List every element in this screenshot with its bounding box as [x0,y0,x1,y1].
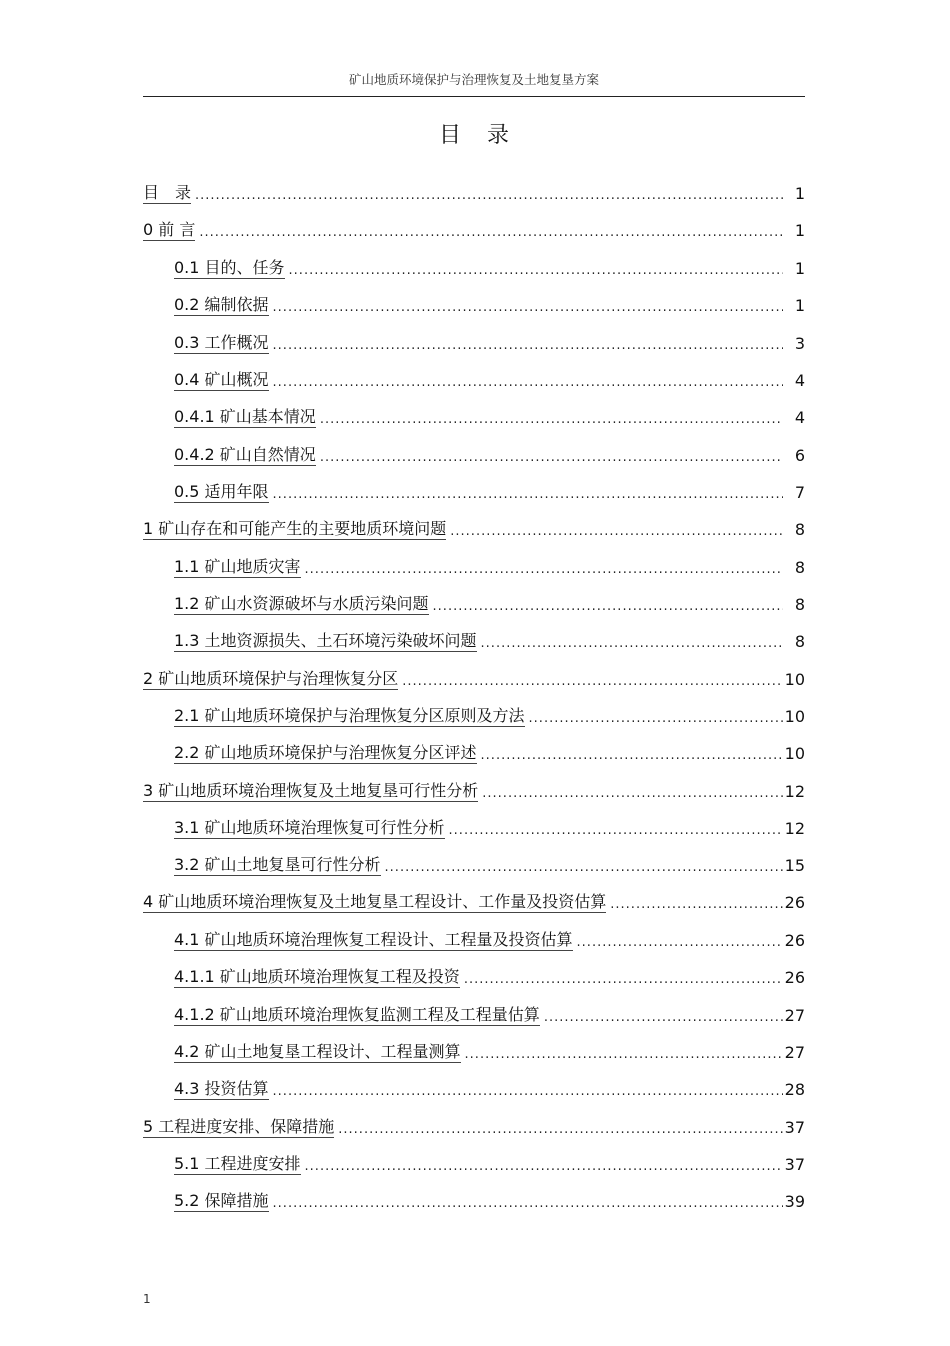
toc-page-number: 26 [784,931,805,950]
page-number: 1 [143,1292,151,1306]
toc-leader [577,935,783,951]
toc-entry-title[interactable]: 3.1 矿山地质环境治理恢复可行性分析 [174,818,445,837]
toc-entry[interactable] [174,406,805,428]
toc-entry-title[interactable]: 5 工程进度安排、保障措施 [143,1117,335,1136]
toc-leader [195,188,783,204]
toc-entry-title[interactable]: 1.2 矿山水资源破坏与水质污染问题 [174,594,429,613]
toc-entry[interactable] [143,182,805,204]
toc-entry-title[interactable]: 3.2 矿山土地复垦可行性分析 [174,855,381,874]
toc-entry-title[interactable]: 4 矿山地质环境治理恢复及土地复垦工程设计、工作量及投资估算 [143,892,607,911]
toc-leader [529,711,783,727]
toc-page-number: 3 [794,334,805,353]
toc-leader [273,1196,783,1212]
header-rule [143,96,805,97]
toc-page-number: 8 [794,520,805,539]
toc-leader [320,450,783,466]
toc-entry[interactable] [174,1153,805,1175]
toc-page-number: 1 [794,296,805,315]
toc-entry[interactable] [174,1004,805,1026]
toc-entry[interactable] [143,219,805,241]
toc-entry-title[interactable]: 4.1.1 矿山地质环境治理恢复工程及投资 [174,967,460,986]
toc-entry[interactable] [174,257,805,279]
toc-page-number: 26 [784,893,805,912]
toc-leader [610,897,782,913]
toc-entry-title[interactable]: 0.4.2 矿山自然情况 [174,445,316,464]
toc-entry-title[interactable]: 4.1.2 矿山地质环境治理恢复监测工程及工程量估算 [174,1005,540,1024]
toc-page-number: 1 [794,221,805,240]
toc-page-number: 12 [784,782,805,801]
toc-page-number: 37 [784,1155,805,1174]
toc-leader [482,786,782,802]
toc-entry-title[interactable]: 3 矿山地质环境治理恢复及土地复垦可行性分析 [143,781,479,800]
toc-entry-title[interactable]: 0.2 编制依据 [174,295,269,314]
page-title: 目 录 [438,123,511,148]
toc-entry-title[interactable]: 0 前 言 [143,220,196,239]
toc-entry-title[interactable]: 0.4.1 矿山基本情况 [174,407,316,426]
toc-leader [273,1084,783,1100]
running-header: 矿山地质环境保护与治理恢复及土地复垦方案 [348,72,599,87]
toc-entry[interactable] [174,705,805,727]
toc-entry-title[interactable]: 0.5 适用年限 [174,482,269,501]
toc-entry-title[interactable]: 2.2 矿山地质环境保护与治理恢复分区评述 [174,743,477,762]
toc-leader [305,1159,783,1175]
toc-page-number: 39 [784,1192,805,1211]
toc-entry-title[interactable]: 0.4 矿山概况 [174,370,269,389]
toc-leader [449,823,783,839]
toc-page-number: 37 [784,1118,805,1137]
toc-entry-title[interactable]: 0.3 工作概况 [174,333,269,352]
toc-entry-title[interactable]: 1.1 矿山地质灾害 [174,557,301,576]
toc-entry[interactable] [174,966,805,988]
toc-leader [402,674,782,690]
toc-entry-title[interactable]: 1.3 土地资源损失、土石环境污染破坏问题 [174,631,477,650]
toc-entry[interactable] [174,1041,805,1063]
toc-entry-title[interactable]: 2.1 矿山地质环境保护与治理恢复分区原则及方法 [174,706,525,725]
toc-entry[interactable] [143,1116,805,1138]
toc-entry[interactable] [174,854,805,876]
toc-leader [338,1122,782,1138]
toc-leader [199,225,783,241]
toc-leader [273,487,783,503]
toc-entry[interactable] [174,817,805,839]
toc-leader [465,1047,783,1063]
toc-entry-title[interactable]: 目 录 [143,183,192,202]
toc-entry[interactable] [143,518,805,540]
toc-page-number: 10 [784,744,805,763]
toc-entry-title[interactable]: 4.1 矿山地质环境治理恢复工程设计、工程量及投资估算 [174,930,573,949]
toc-page-number: 7 [794,483,805,502]
toc-entry[interactable] [174,444,805,466]
toc-entry[interactable] [174,929,805,951]
toc-entry-title[interactable]: 2 矿山地质环境保护与治理恢复分区 [143,669,399,688]
toc-entry-title[interactable]: 0.1 目的、任务 [174,258,285,277]
toc-leader [433,599,783,615]
toc-entry[interactable] [174,556,805,578]
toc-leader [273,375,783,391]
toc-entry-title[interactable]: 5.2 保障措施 [174,1191,269,1210]
toc-page-number: 8 [794,558,805,577]
toc-entry[interactable] [174,369,805,391]
toc-entry[interactable] [174,630,805,652]
toc-page-number: 27 [784,1043,805,1062]
toc-leader [273,300,783,316]
toc-entry-title[interactable]: 5.1 工程进度安排 [174,1154,301,1173]
toc-leader [305,562,783,578]
toc-entry[interactable] [143,780,805,802]
toc-page-number: 15 [784,856,805,875]
toc-page-number: 4 [794,371,805,390]
toc-page-number: 8 [794,595,805,614]
toc-leader [385,860,783,876]
toc-leader [273,338,783,354]
toc-leader [289,263,783,279]
toc-page-number: 1 [794,259,805,278]
toc-page-number: 6 [794,446,805,465]
toc-entry-title[interactable]: 4.2 矿山土地复垦工程设计、工程量测算 [174,1042,461,1061]
toc-entry-title[interactable]: 1 矿山存在和可能产生的主要地质环境问题 [143,519,447,538]
toc-leader [481,748,783,764]
toc-page-number: 1 [794,184,805,203]
toc-page-number: 4 [794,408,805,427]
toc-leader [320,412,783,428]
toc-entry[interactable] [174,1190,805,1212]
toc-entry[interactable] [174,1078,805,1100]
toc-page-number: 12 [784,819,805,838]
toc-page-number: 27 [784,1006,805,1025]
toc-page-number: 28 [784,1080,805,1099]
toc-entry[interactable] [174,481,805,503]
toc-page-number: 8 [794,632,805,651]
toc-leader [464,972,783,988]
toc-leader [544,1010,783,1026]
toc-page-number: 10 [784,670,805,689]
toc-page-number: 10 [784,707,805,726]
toc-entry[interactable] [174,593,805,615]
toc-entry[interactable] [174,332,805,354]
toc-entry[interactable] [143,668,805,690]
toc-entry[interactable] [174,742,805,764]
toc-entry[interactable] [174,294,805,316]
toc-page-number: 26 [784,968,805,987]
toc-leader [450,524,783,540]
toc-entry-title[interactable]: 4.3 投资估算 [174,1079,269,1098]
toc-leader [481,636,783,652]
toc-entry[interactable] [143,891,805,913]
